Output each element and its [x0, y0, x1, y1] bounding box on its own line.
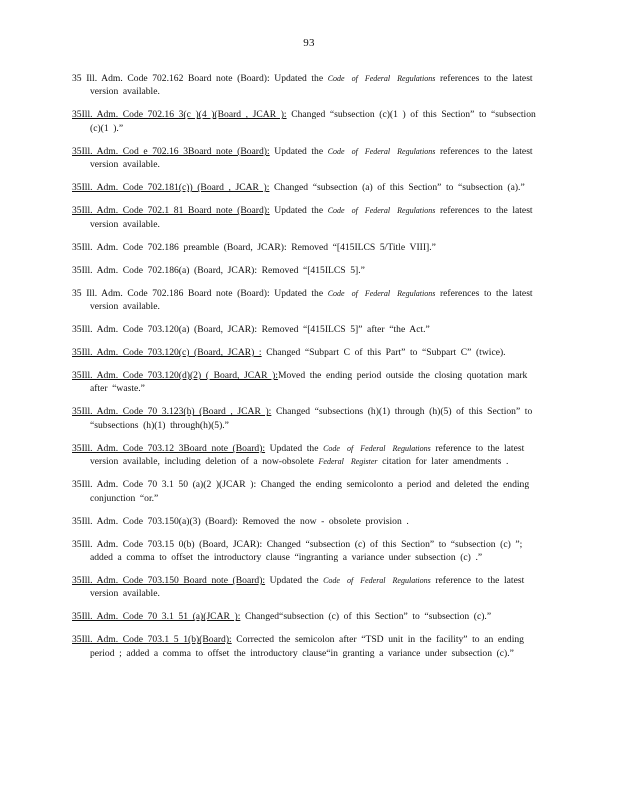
- italic-title: Code of Federal Regulations: [323, 443, 431, 453]
- citation: 35Ill. Adm. Code 702.1 81 Board note (Board):: [72, 205, 270, 217]
- citation: 35Ill. Adm. Code 702.181(c)) (Board , JCAR ):: [72, 182, 270, 194]
- amendment-text: Changed the ending semicolonto a period and deleted the ending conjunction “or.”: [90, 479, 530, 504]
- amendment-text: reference to the latest version available.: [90, 575, 525, 600]
- amendment-entry: [72, 181, 542, 194]
- citation: 35Ill. Adm. Code 703.12 3Board note (Board):: [72, 442, 266, 454]
- amendment-text: Corrected the semicolon after “TSD unit in the facility” to an ending period ; added a comma to offset the introductory clause“in granting a variance under subsection (c).”: [90, 634, 524, 659]
- amendment-entry: [72, 515, 542, 528]
- italic-title: Code of Federal Regulations: [327, 74, 436, 83]
- amendment-text: Updated the: [265, 442, 324, 454]
- italic-title: Code of Federal Regulations: [327, 288, 436, 298]
- citation: 35Ill. Adm. Code 70 3.1 51 (a)(JCAR ):: [72, 611, 241, 623]
- citation: 35Ill. Adm. Code 703.120(d)(2) ( Board, JCAR ):: [72, 370, 278, 382]
- citation: 35Ill. Adm. Code 70 3.123(h) (Board , JCAR ):: [72, 406, 272, 418]
- amendment-text: Changed “subsection (c)(1 ) of this Section” to “subsection (c)(1 ).”: [90, 109, 536, 134]
- italic-title: Federal Register: [318, 457, 378, 467]
- amendment-list: [72, 72, 542, 670]
- amendment-text: Changed “subsections (h)(1) through (h)(5) of this Section” to “subsections (h)(1) through(h)(5).”: [90, 406, 533, 431]
- amendment-text: Removed the now - obsolete provision .: [237, 515, 409, 527]
- amendment-entry: [72, 574, 542, 601]
- italic-title: Code of Federal Regulations: [327, 146, 436, 156]
- citation: 35Ill. Adm. Code 703.1 5 1(b)(Board):: [72, 634, 232, 646]
- amendment-entry: [72, 478, 542, 505]
- amendment-entry: [72, 72, 542, 99]
- amendment-entry: [72, 264, 542, 277]
- italic-title: Code of Federal Regulations: [323, 576, 431, 586]
- citation: 35Ill. Adm. Code 702.186 preamble (Board, JCAR):: [72, 241, 287, 253]
- amendment-text: Moved the ending period outside the closing quotation mark after “waste.”: [90, 370, 528, 395]
- amendment-entry: [72, 108, 542, 135]
- amendment-text: Removed “[415ILCS 5].”: [257, 264, 365, 276]
- citation: 35Ill. Adm. Code 703.15 0(b) (Board, JCAR):: [72, 538, 263, 550]
- citation: 35Ill. Adm. Code 703.120(a) (Board, JCAR):: [72, 324, 258, 336]
- amendment-entry: [72, 633, 542, 660]
- amendment-text: Changed “subsection (a) of this Section” to “subsection (a).”: [269, 182, 525, 194]
- amendment-entry: [72, 145, 542, 172]
- amendment-text: references to the latest version available.: [90, 205, 533, 230]
- citation: 35Ill. Adm. Code 70 3.1 50 (a)(2 )(JCAR ):: [72, 479, 257, 491]
- amendment-entry: [72, 405, 542, 432]
- amendment-text: Updated the: [269, 145, 328, 157]
- amendment-text: references to the latest version available.: [90, 145, 533, 171]
- citation: 35 Ill. Adm. Code 702.162 Board note (Board):: [72, 73, 270, 84]
- citation: 35Ill. Adm. Code 703.150(a)(3) (Board):: [72, 515, 238, 527]
- page-number: 93: [303, 37, 315, 49]
- amendment-text: Removed “[415ILCS 5]” after “the Act.”: [257, 324, 430, 336]
- amendment-text: Updated the: [269, 287, 328, 299]
- citation: 35Ill. Adm. Code 702.186(a) (Board, JCAR):: [72, 264, 258, 276]
- amendment-entry: [72, 323, 542, 336]
- citation: 35Ill. Adm. Code 703.150 Board note (Board):: [72, 575, 266, 587]
- citation: 35Ill. Adm. Cod e 702.16 3Board note (Board):: [72, 145, 270, 157]
- amendment-text: references to the latest version available.: [90, 73, 533, 98]
- amendment-text: reference to the latest version available, including deletion of a now-obsolete: [90, 442, 525, 468]
- amendment-entry: [72, 442, 542, 469]
- amendment-text: Updated the: [269, 205, 328, 217]
- citation: 35 Ill. Adm. Code 702.186 Board note (Board):: [72, 287, 270, 299]
- citation: 35Ill. Adm. Code 703.120(c) (Board, JCAR) :: [72, 347, 262, 359]
- amendment-text: citation for later amendments .: [377, 456, 509, 468]
- amendment-entry: [72, 204, 542, 231]
- amendment-text: references to the latest version available.: [90, 287, 533, 313]
- amendment-entry: [72, 241, 542, 254]
- amendment-text: Changed “subsection (c) of this Section” to “subsection (c) ”; added a comma to offset the introductory clause “ingranting a variance under subsection (c) .”: [90, 538, 523, 564]
- italic-title: Code of Federal Regulations: [327, 206, 436, 216]
- amendment-text: Removed “[415ILCS 5/Title VIII].”: [286, 241, 436, 253]
- amendment-entry: [72, 610, 542, 623]
- amendment-text: Changed “Subpart C of this Part” to “Subpart C” (twice).: [261, 347, 506, 359]
- amendment-entry: [72, 538, 542, 565]
- amendment-text: Updated the: [265, 575, 324, 587]
- amendment-text: Updated the: [269, 73, 328, 84]
- amendment-entry: [72, 287, 542, 314]
- citation: 35Ill. Adm. Code 702.16 3(c )(4 )(Board , JCAR ):: [72, 109, 287, 121]
- amendment-text: Changed“subsection (c) of this Section” to “subsection (c).”: [240, 611, 492, 623]
- amendment-entry: [72, 369, 542, 396]
- amendment-entry: [72, 346, 542, 359]
